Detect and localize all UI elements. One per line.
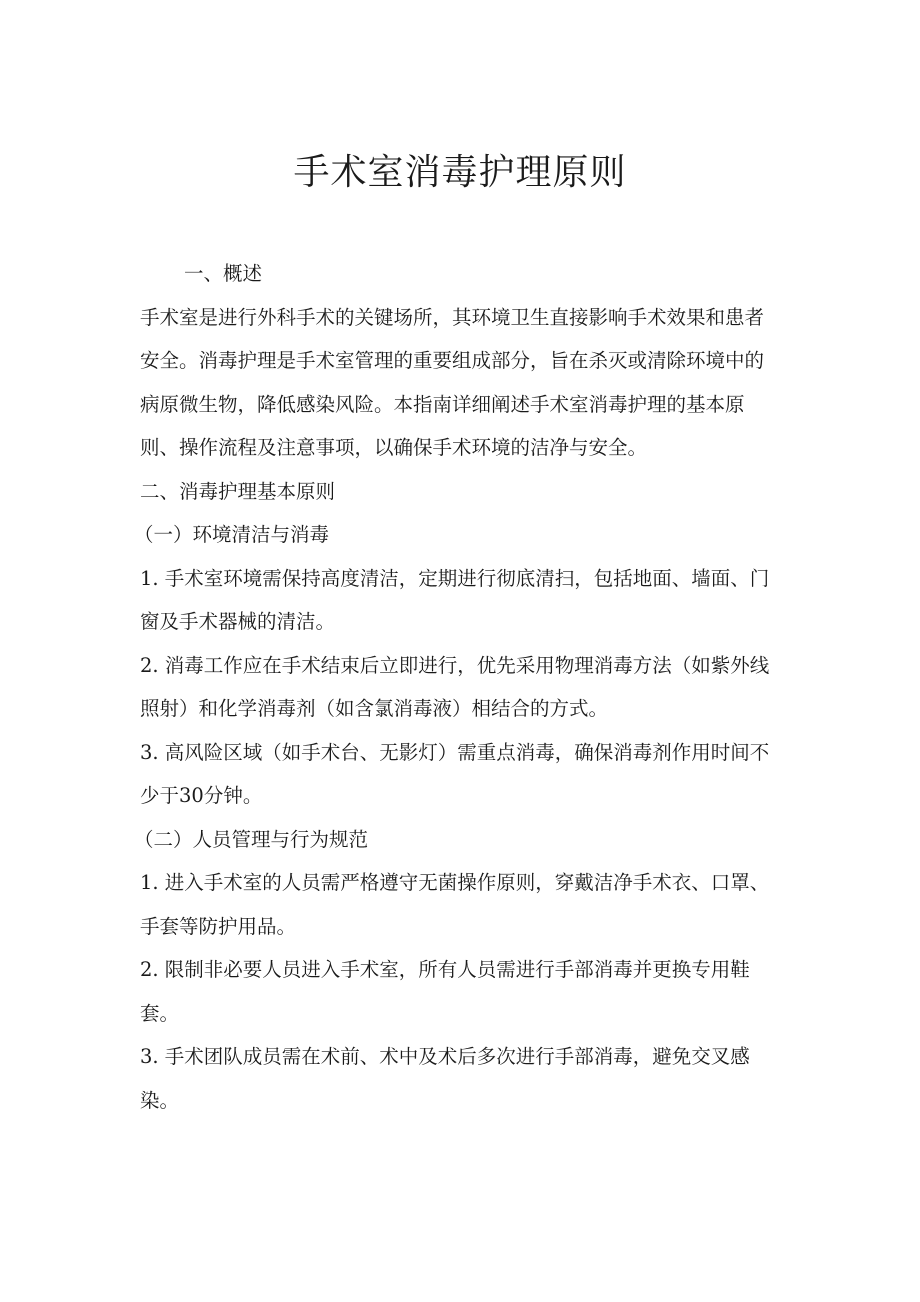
list-item-personnel-3: 3. 手术团队成员需在术前、术中及术后多次进行手部消毒，避免交叉感染。 (140, 1045, 750, 1112)
paragraph-overview: 手术室是进行外科手术的关键场所，其环境卫生直接影响手术效果和患者安全。消毒护理是手术室管理的重要组成部分，旨在杀灭或清除环境中的病原微生物，降低感染风险。本指南详细阐述手术室消毒护理的基本原则、操作流程及注意事项，以确保手术环境的洁净与安全。 (140, 305, 765, 459)
document-body (134, 252, 780, 1122)
list-item-personnel-1: 1. 进入手术室的人员需严格遵守无菌操作原则，穿戴洁净手术衣、口罩、手套等防护用品。 (140, 871, 770, 938)
list-item-environment-1: 1. 手术室环境需保持高度清洁，定期进行彻底清扫，包括地面、墙面、门窗及手术器械的清洁。 (140, 566, 770, 633)
list-item-environment-3: 3. 高风险区域（如手术台、无影灯）需重点消毒，确保消毒剂作用时间不少于30分钟。 (140, 740, 770, 807)
list-item-environment-2: 2. 消毒工作应在手术结束后立即进行，优先采用物理消毒方法（如紫外线照射）和化学消毒剂（如含氯消毒液）相结合的方式。 (140, 653, 770, 720)
list-item-personnel-2: 2. 限制非必要人员进入手术室，所有人员需进行手部消毒并更换专用鞋套。 (140, 958, 750, 1025)
subsection-heading-environment: （一）环境清洁与消毒 (134, 523, 330, 546)
section-heading-overview: 一、概述 (184, 262, 263, 285)
subsection-heading-personnel: （二）人员管理与行为规范 (134, 827, 369, 851)
section-heading-principles: 二、消毒护理基本原则 (140, 479, 336, 503)
document-title: 手术室消毒护理原则 (293, 152, 627, 193)
